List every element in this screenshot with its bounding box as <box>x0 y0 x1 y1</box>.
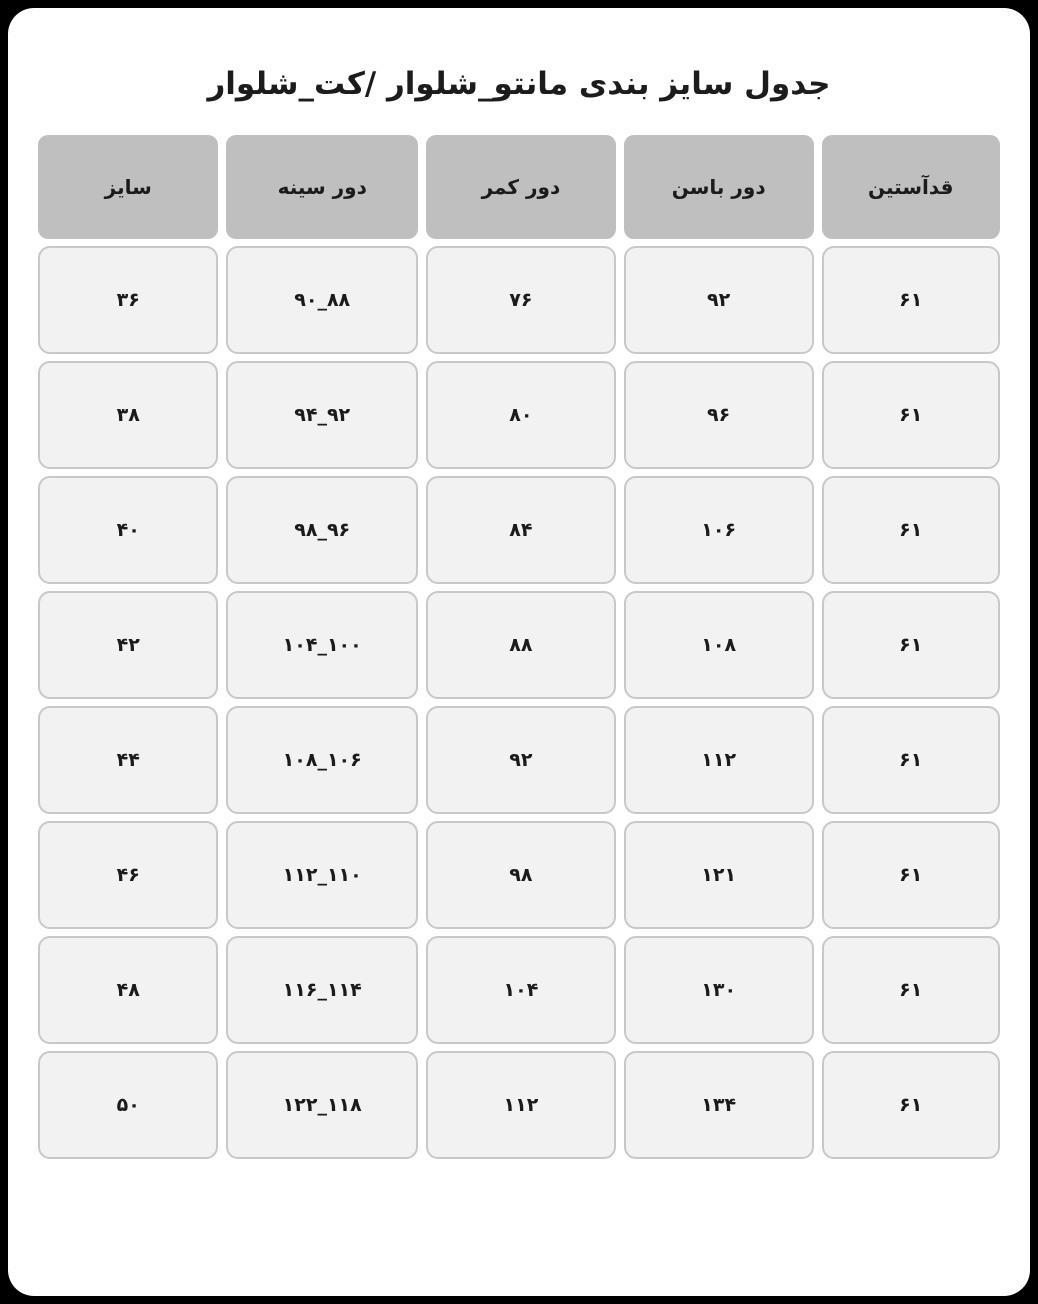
cell-sleeve: ۶۱ <box>822 936 1000 1044</box>
cell-waist: ۱۰۴ <box>426 936 616 1044</box>
cell-waist: ۸۸ <box>426 591 616 699</box>
cell-sleeve: ۶۱ <box>822 591 1000 699</box>
table-row <box>38 936 1000 1044</box>
size-chart-card <box>8 8 1030 1296</box>
table-row <box>38 706 1000 814</box>
cell-chest: ۱۰۰_۱۰۴ <box>226 591 418 699</box>
cell-hip: ۱۱۲ <box>624 706 814 814</box>
page-title: جدول سایز بندی مانتو_شلوار /کت_شلوار <box>207 66 831 102</box>
cell-sleeve: ۶۱ <box>822 361 1000 469</box>
cell-sleeve: ۶۱ <box>822 706 1000 814</box>
cell-sleeve: ۶۱ <box>822 821 1000 929</box>
column-header-sleeve: قدآستین <box>822 135 1000 239</box>
cell-hip: ۹۶ <box>624 361 814 469</box>
cell-sleeve: ۶۱ <box>822 476 1000 584</box>
cell-chest: ۱۱۸_۱۲۲ <box>226 1051 418 1159</box>
cell-size: ۴۴ <box>38 706 218 814</box>
cell-size: ۵۰ <box>38 1051 218 1159</box>
cell-waist: ۹۲ <box>426 706 616 814</box>
cell-waist: ۸۴ <box>426 476 616 584</box>
column-header-size: سایز <box>38 135 218 239</box>
cell-sleeve: ۶۱ <box>822 246 1000 354</box>
cell-hip: ۹۲ <box>624 246 814 354</box>
table-row <box>38 591 1000 699</box>
table-row <box>38 1051 1000 1159</box>
column-header-hip: دور باسن <box>624 135 814 239</box>
table-row <box>38 361 1000 469</box>
cell-hip: ۱۰۶ <box>624 476 814 584</box>
cell-chest: ۱۰۶_۱۰۸ <box>226 706 418 814</box>
cell-size: ۳۶ <box>38 246 218 354</box>
column-header-waist: دور کمر <box>426 135 616 239</box>
table-body <box>38 246 1000 1159</box>
table-header-row <box>38 135 1000 239</box>
table-row <box>38 476 1000 584</box>
cell-waist: ۱۱۲ <box>426 1051 616 1159</box>
cell-hip: ۱۲۱ <box>624 821 814 929</box>
cell-hip: ۱۰۸ <box>624 591 814 699</box>
cell-size: ۳۸ <box>38 361 218 469</box>
cell-size: ۴۶ <box>38 821 218 929</box>
cell-chest: ۱۱۰_۱۱۲ <box>226 821 418 929</box>
table-row <box>38 821 1000 929</box>
table-header <box>38 135 1000 239</box>
cell-chest: ۱۱۴_۱۱۶ <box>226 936 418 1044</box>
size-table <box>30 128 1008 1166</box>
cell-size: ۴۸ <box>38 936 218 1044</box>
cell-chest: ۹۶_۹۸ <box>226 476 418 584</box>
size-table-container <box>8 102 1030 1166</box>
cell-chest: ۸۸_۹۰ <box>226 246 418 354</box>
cell-sleeve: ۶۱ <box>822 1051 1000 1159</box>
cell-waist: ۹۸ <box>426 821 616 929</box>
cell-hip: ۱۳۴ <box>624 1051 814 1159</box>
table-row <box>38 246 1000 354</box>
column-header-chest: دور سینه <box>226 135 418 239</box>
cell-hip: ۱۳۰ <box>624 936 814 1044</box>
cell-chest: ۹۲_۹۴ <box>226 361 418 469</box>
cell-waist: ۷۶ <box>426 246 616 354</box>
cell-waist: ۸۰ <box>426 361 616 469</box>
cell-size: ۴۰ <box>38 476 218 584</box>
cell-size: ۴۲ <box>38 591 218 699</box>
